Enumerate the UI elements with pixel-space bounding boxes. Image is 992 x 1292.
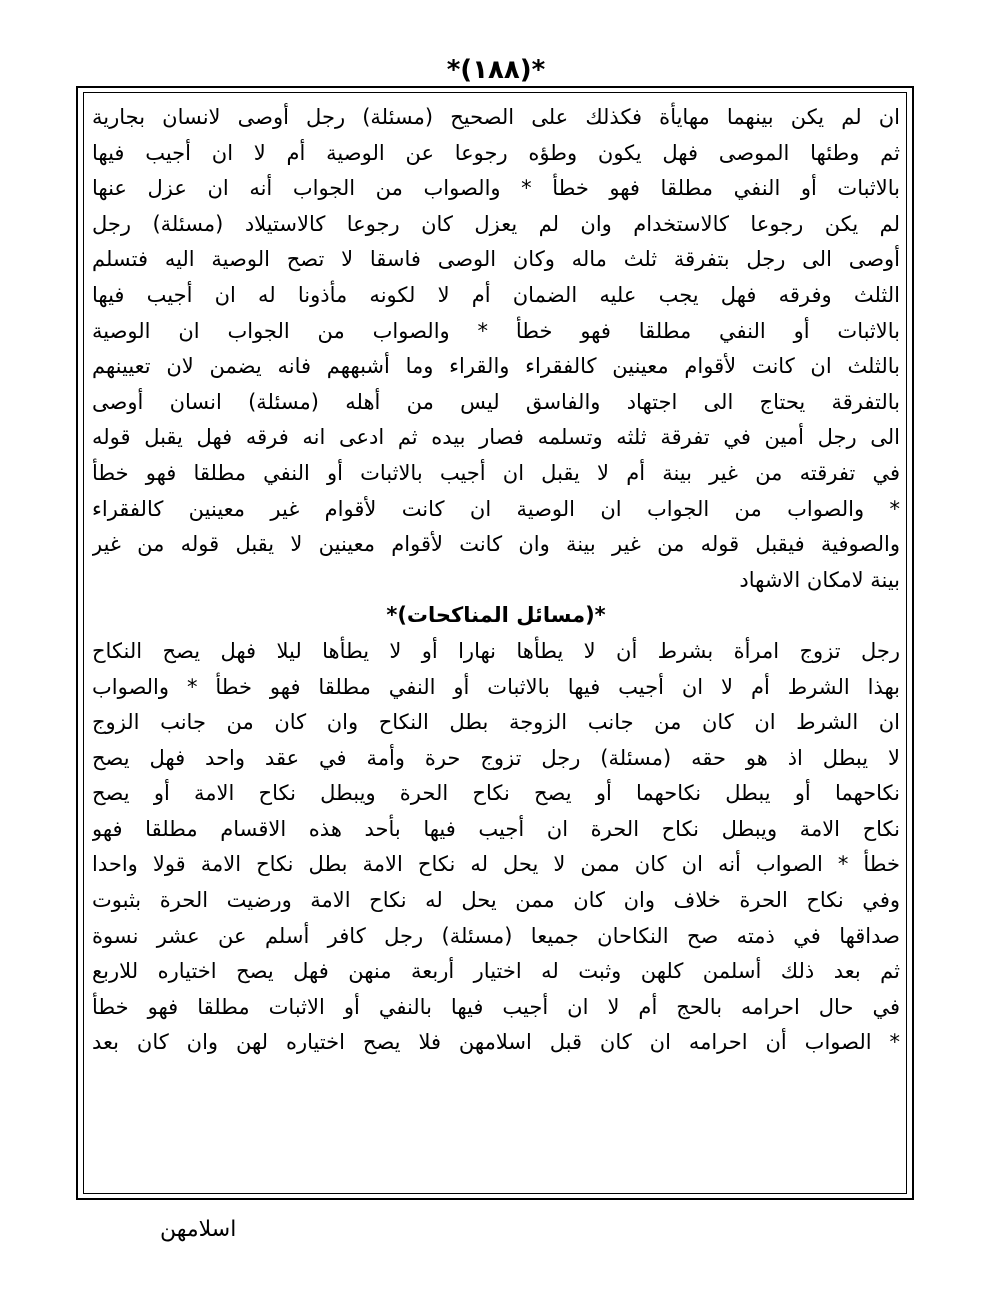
text-line: صداقها في ذمته صح النكاحان جميعا (مسئلة) رجل كافر أسلم عن عشر نسوة <box>92 923 900 948</box>
text-line: بهذا الشرط أم لا ان أجيب فيها بالاثبات أو النفي مطلقا فهو خطأ * والصواب <box>92 674 900 699</box>
text-line: بالاثبات أو النفي مطلقا فهو خطأ * والصواب من الجواب أنه ان عزل عنها <box>92 176 900 201</box>
text-line: لا يبطل اذ هو حقه (مسئلة) رجل تزوج حرة وأمة في عقد واحد فهل يصح <box>92 745 900 770</box>
text-line: نكاح الامة ويبطل نكاح الحرة ان أجيب فيها بأحد هذه الاقسام مطلقا فهو <box>92 816 900 841</box>
text-line: خطأ * الصواب أنه ان كان ممن لا يحل له نكاح الامة بطل نكاح الامة قولا واحدا <box>92 852 900 877</box>
text-line: في حال احرامه بالحج أم لا ان أجيب فيها بالنفي أو الاثبات مطلقا فهو خطأ <box>92 994 900 1019</box>
text-line: بالتفرقة يحتاج الى اجتهاد والفاسق ليس من أهله (مسئلة) انسان أوصى <box>92 389 900 414</box>
text-line: بينة لامكان الاشهاد <box>739 567 900 592</box>
text-line: في تفرقته من غير بينة أم لا يقبل ان أجيب بالاثبات أو النفي مطلقا فهو خطأ <box>92 460 900 485</box>
text-line: ثم وطئها الموصى فهل يكون وطؤه رجوعا عن الوصية أم لا ان أجيب فيها <box>92 140 900 165</box>
text-line: الثلث وفرقه فهل يجب عليه الضمان أم لا لكونه مأذونا له ان أجيب فيها <box>92 282 900 307</box>
catchword: اسلامهن <box>160 1217 237 1242</box>
text-line: رجل تزوج امرأة بشرط أن لا يطأها نهارا أو لا يطأها ليلا فهل يصح النكاح <box>92 638 900 663</box>
body-text <box>92 100 900 1061</box>
text-line: ثم بعد ذلك أسلمن كلهن وثبت له اختيار أربعة منهن فهل يصح اختياره للاربع <box>92 959 900 984</box>
text-line: لم يكن رجوعا كالاستخدام وان لم يعزل كان رجوعا كالاستيلاد (مسئلة) رجل <box>92 211 900 236</box>
text-line: أوصى الى رجل بتفرقة ثلث ماله وكان الوصى فاسقا لا تصح الوصية اليه فتسلم <box>92 247 900 272</box>
page-number: *(١٨٨)* <box>446 55 546 85</box>
text-line: الى رجل أمين في تفرقة ثلثه وتسلمه فصار بيده ثم ادعى انه فرقه فهل يقبل قوله <box>92 425 900 450</box>
text-line: والصوفية فيقبل قوله من غير بينة وان كانت لأقوام معينين لا يقبل قوله من غير <box>92 532 900 557</box>
text-line: * والصواب من الجواب ان الوصية ان كانت لأقوام غير معينين كالفقراء <box>92 496 900 521</box>
text-line: * الصواب أن احرامه ان كان قبل اسلامهن فلا يصح اختياره لهن وان كان بعد <box>92 1030 900 1055</box>
text-line: نكاحهما أو يبطل نكاحهما أو يصح نكاح الحرة ويبطل نكاح الامة أو يصح <box>92 781 900 806</box>
section-heading: *(مسائل المناكحات)* <box>386 603 606 628</box>
text-line: بالاثبات أو النفي مطلقا فهو خطأ * والصواب من الجواب ان الوصية <box>92 318 900 343</box>
text-line: ان لم يكن بينهما مهايأة فكذلك على الصحيح (مسئلة) رجل أوصى لانسان بجارية <box>92 105 900 129</box>
text-line: بالثلث ان كانت لأقوام معينين كالفقراء والقراء وما أشبههم فانه يضمن لان تعيينهم <box>92 354 900 379</box>
text-line: وفي نكاح الحرة خلاف وان كان ممن يحل له نكاح الامة ورضيت الحرة بثبوت <box>92 888 900 913</box>
text-line: ان الشرط ان كان من جانب الزوجة بطل النكاح وان كان من جانب الزوج <box>92 710 900 735</box>
